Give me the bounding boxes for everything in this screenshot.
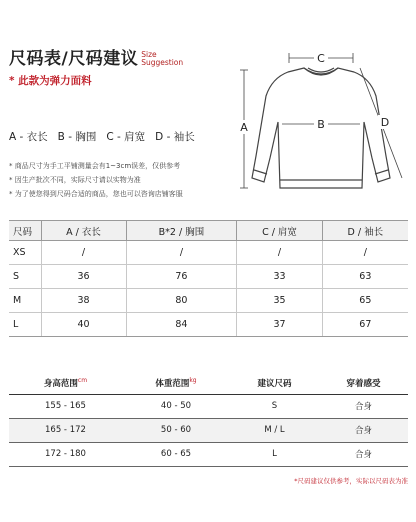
note-item: * 商品尺寸为手工平铺测量会有1~3cm误差，仅供参考: [9, 162, 181, 170]
col-header-label: 身高范围: [43, 378, 78, 389]
cell: 155 - 165: [9, 394, 122, 418]
cell: /: [237, 241, 322, 265]
cell: 合身: [319, 394, 408, 418]
unit-cm: cm: [77, 376, 88, 384]
label-b: B: [317, 118, 325, 131]
note-item: * 因生产批次不同，实际尺寸请以实物为准: [9, 176, 141, 184]
label-a: A: [240, 121, 248, 134]
cell: 35: [237, 289, 322, 313]
cell: 63: [322, 265, 408, 289]
cell: /: [41, 241, 126, 265]
cell: S: [230, 394, 319, 418]
cell: /: [322, 241, 408, 265]
cell: 合身: [319, 418, 408, 442]
col-header: B*2 / 胸围: [126, 221, 237, 241]
measurement-legend: A - 衣长 B - 胸围 C - 肩宽 D - 袖长: [9, 131, 195, 143]
col-header: A / 衣长: [41, 221, 126, 241]
cell: 76: [126, 265, 237, 289]
cell: M: [9, 289, 41, 313]
table-row: [9, 313, 408, 337]
cell: L: [9, 313, 41, 337]
fit-note: *尺码建议仅供参考，实际以尺码表为准: [294, 477, 408, 485]
unit-kg: kg: [189, 376, 197, 384]
cell: 37: [237, 313, 322, 337]
table-row: [9, 418, 408, 442]
col-header: [9, 372, 122, 394]
cell: 40: [41, 313, 126, 337]
cell: 60 - 65: [122, 442, 230, 466]
title-row: [9, 44, 229, 69]
col-header-label: 体重范围: [155, 378, 190, 389]
table-row: [9, 442, 408, 466]
cell: /: [126, 241, 237, 265]
fit-table: [9, 372, 408, 467]
table-row: [9, 265, 408, 289]
notes: [9, 159, 183, 201]
title-en-line-1: Size: [141, 50, 157, 59]
fit-table-header: [9, 372, 408, 394]
title-en-line-2: Suggestion: [141, 58, 184, 67]
cell: 165 - 172: [9, 418, 122, 442]
col-header: D / 袖长: [322, 221, 408, 241]
col-header: 尺码: [9, 221, 41, 241]
cell: 172 - 180: [9, 442, 122, 466]
page-title-en: [141, 51, 183, 69]
cell: XS: [9, 241, 41, 265]
cell: 36: [41, 265, 126, 289]
col-header: C / 肩宽: [237, 221, 322, 241]
size-chart-header: [9, 44, 229, 88]
table-row: [9, 241, 408, 265]
cell: S: [9, 265, 41, 289]
size-table: [9, 220, 408, 337]
table-row: [9, 289, 408, 313]
cell: 38: [41, 289, 126, 313]
cell: 40 - 50: [122, 394, 230, 418]
col-header: [122, 372, 230, 394]
note-item: * 为了使您得到尺码合适的商品，您也可以咨询店铺客服: [9, 190, 183, 198]
label-c: C: [317, 52, 325, 65]
col-header: 建议尺码: [230, 372, 319, 394]
label-d: D: [380, 116, 390, 129]
cell: 50 - 60: [122, 418, 230, 442]
cell: L: [230, 442, 319, 466]
cell: 33: [237, 265, 322, 289]
sweater-diagram: [232, 38, 412, 208]
table-row: [9, 394, 408, 418]
cell: 80: [126, 289, 237, 313]
cell: 65: [322, 289, 408, 313]
cell: 合身: [319, 442, 408, 466]
cell: 67: [322, 313, 408, 337]
size-table-header: [9, 221, 408, 241]
cell: M / L: [230, 418, 319, 442]
cell: 84: [126, 313, 237, 337]
page-title: 尺码表/尺码建议: [9, 49, 139, 69]
col-header: 穿着感受: [319, 372, 408, 394]
fabric-note: * 此款为弹力面料: [9, 75, 92, 87]
